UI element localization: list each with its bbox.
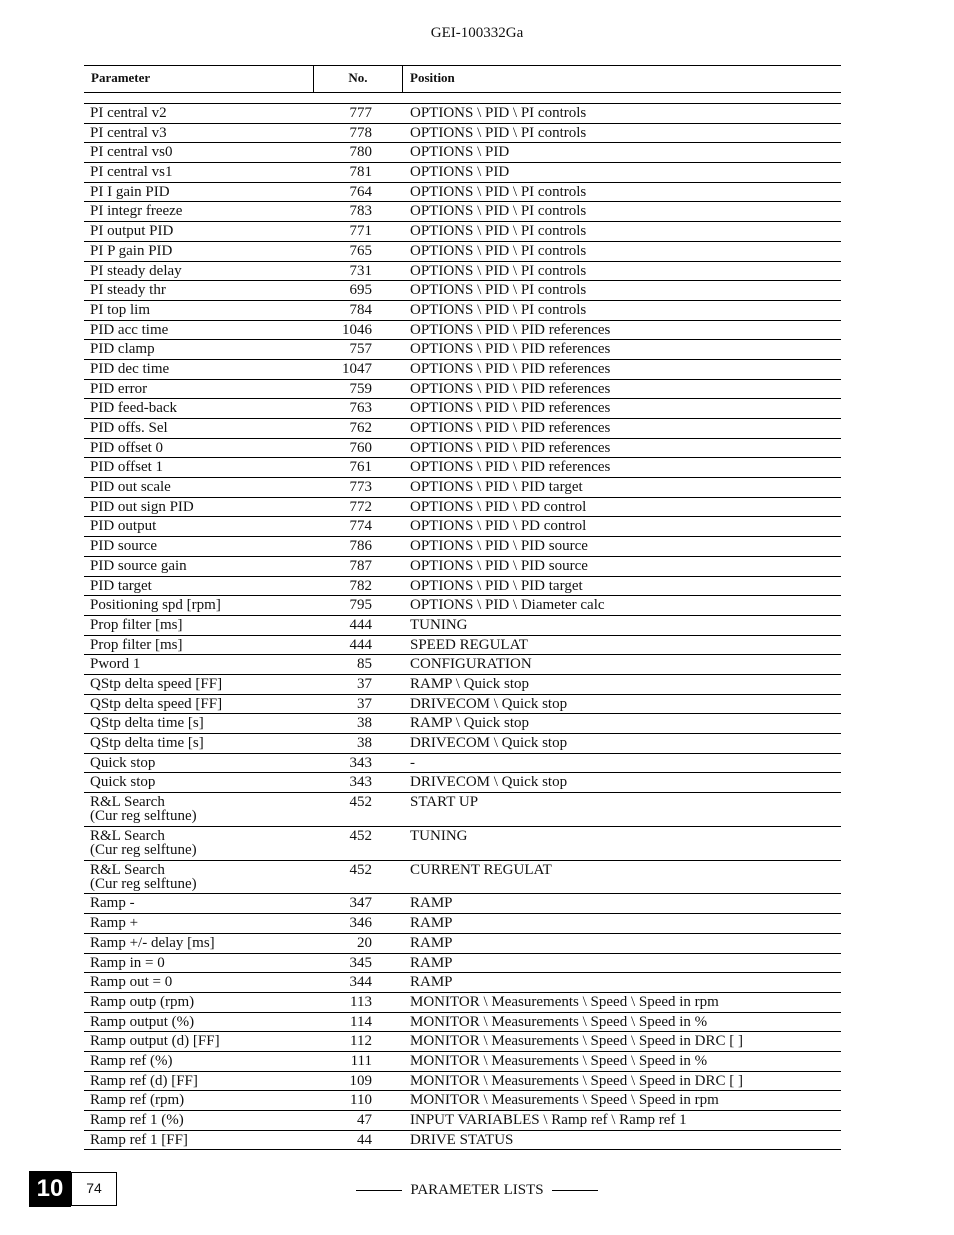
parameter-name: PID source [90,538,158,555]
cell-parameter [84,954,312,973]
cell-position: OPTIONS \ PID \ PI controls [410,203,587,220]
parameter-name: R&L Search [90,794,165,811]
cell-parameter [84,934,312,953]
parameter-name: R&L Search [90,861,165,878]
cell-position: MONITOR \ Measurements \ Speed \ Speed in DRC [ ] [410,1072,744,1089]
cell-number: 114 [350,1013,372,1030]
cell-position: RAMP \ Quick stop [410,715,530,732]
table-row [84,1013,841,1033]
header-number: No. [314,66,403,92]
cell-number: 38 [357,735,372,751]
table-row [84,695,841,715]
parameter-name: PID source gain [90,557,187,574]
cell-parameter [84,537,312,556]
cell-position: OPTIONS \ PID \ PID source [410,538,588,555]
cell-position: OPTIONS \ PID [410,144,510,161]
table-row [84,1111,841,1131]
table-row [84,973,841,993]
table-header [84,65,841,93]
table-row [84,458,841,478]
parameter-name: QStp delta time [s] [90,715,204,732]
cell-number: 759 [349,380,372,397]
cell-number: 452 [349,827,372,844]
parameter-name: PI central v2 [90,105,167,121]
cell-number: 765 [349,242,372,259]
cell-parameter [84,636,312,655]
parameter-name: PI central vs1 [90,164,173,181]
cell-position: DRIVECOM \ Quick stop [410,735,568,751]
cell-parameter [84,675,312,694]
cell-number: 757 [349,341,372,358]
cell-number: 110 [350,1092,372,1109]
parameter-name: PI steady delay [90,262,182,279]
table-row [84,301,841,321]
cell-number: 1047 [342,360,372,377]
cell-position: OPTIONS \ PID \ PID references [410,439,611,456]
table-row [84,262,841,282]
cell-parameter [84,914,312,933]
cell-position: OPTIONS \ PID \ PID references [410,321,611,338]
cell-parameter [84,894,312,913]
cell-parameter [84,340,312,359]
table-row [84,734,841,754]
parameter-name: QStp delta speed [FF] [90,695,223,712]
table-row [84,399,841,419]
cell-number: 343 [349,774,372,791]
cell-position: RAMP [410,895,453,912]
cell-parameter [84,1131,312,1150]
cell-parameter [84,498,312,517]
header-spacer [84,93,841,104]
cell-number: 111 [350,1052,372,1069]
cell-parameter [84,360,312,379]
document-code: GEI-100332Ga [430,25,524,41]
parameter-name: Ramp output (%) [90,1013,195,1030]
cell-parameter [84,321,312,340]
parameter-name: PI P gain PID [90,242,173,259]
table-row [84,380,841,400]
parameter-name: Ramp output (d) [FF] [90,1033,220,1050]
cell-parameter [84,1013,312,1032]
cell-parameter [84,517,312,536]
parameter-name: PID offset 0 [90,439,164,456]
cell-position: MONITOR \ Measurements \ Speed \ Speed in % [410,1052,708,1069]
cell-number: 731 [349,262,372,279]
cell-number: 37 [357,675,372,692]
cell-position: START UP [410,794,479,811]
table-row [84,222,841,242]
parameter-name: PID acc time [90,321,169,338]
cell-parameter [84,124,312,143]
table-row [84,793,841,827]
table-row [84,183,841,203]
cell-parameter [84,734,312,753]
cell-position: DRIVECOM \ Quick stop [410,774,568,791]
cell-position: CONFIGURATION [410,656,532,673]
table-row [84,360,841,380]
parameter-name: PID error [90,380,148,397]
cell-number: 695 [349,282,372,299]
cell-position: MONITOR \ Measurements \ Speed \ Speed in rpm [410,993,719,1010]
cell-parameter [84,399,312,418]
header-parameter: Parameter [84,66,314,92]
table-row [84,281,841,301]
table-row [84,104,841,124]
parameter-name: Prop filter [ms] [90,636,183,653]
table-row [84,202,841,222]
cell-position: OPTIONS \ PID \ PID references [410,360,611,377]
cell-position: SPEED REGULAT [410,636,528,653]
cell-parameter [84,993,312,1012]
cell-number: 109 [349,1072,372,1089]
cell-position: OPTIONS \ PID \ PID references [410,341,611,358]
parameter-name: Ramp ref 1 (%) [90,1112,184,1129]
table-row [84,954,841,974]
cell-position: RAMP \ Quick stop [410,675,530,692]
cell-number: 786 [349,538,372,555]
cell-parameter [84,1052,312,1071]
table-row [84,827,841,861]
cell-parameter [84,1072,312,1091]
cell-number: 452 [349,861,372,878]
cell-position: OPTIONS \ PID \ PID source [410,557,588,574]
table-row [84,557,841,577]
parameter-name: Quick stop [90,754,156,771]
cell-parameter [84,419,312,438]
table-row [84,636,841,656]
cell-parameter [84,301,312,320]
cell-parameter [84,1091,312,1110]
cell-parameter [84,163,312,182]
parameter-name: PID target [90,577,152,594]
cell-parameter [84,183,312,202]
table-row [84,124,841,144]
parameter-name: Ramp out = 0 [90,974,173,991]
cell-parameter [84,262,312,281]
cell-number: 778 [349,124,372,141]
parameter-name: Ramp ref (%) [90,1052,173,1069]
footer-rule-left [356,1190,402,1191]
cell-parameter [84,380,312,399]
cell-position: OPTIONS \ PID [410,164,510,181]
cell-position: OPTIONS \ PID \ PID references [410,420,611,436]
cell-position: OPTIONS \ PID \ PID references [410,380,611,397]
cell-position: CURRENT REGULAT [410,861,552,878]
table-row [84,1052,841,1072]
table-row [84,517,841,537]
parameter-name: PID out sign PID [90,498,194,515]
parameter-name: PI output PID [90,223,174,240]
table-row [84,478,841,498]
cell-number: 760 [349,439,372,456]
parameter-name: Ramp ref (d) [FF] [90,1072,198,1089]
cell-number: 444 [349,636,372,653]
parameter-name: PI central v3 [90,124,167,141]
parameter-name: PID feed-back [90,400,178,417]
table-row [84,773,841,793]
cell-position: TUNING [410,616,468,633]
parameter-name: Positioning spd [rpm] [90,597,221,614]
parameter-name: Ramp +/- delay [ms] [90,934,215,951]
cell-parameter [84,596,312,615]
cell-number: 44 [357,1131,372,1148]
parameter-name: PI steady thr [90,282,166,299]
cell-parameter [84,577,312,596]
cell-number: 782 [349,577,372,594]
cell-position: OPTIONS \ PID \ PI controls [410,124,587,141]
footer-section-title: PARAMETER LISTS [410,1182,544,1198]
cell-parameter [84,695,312,714]
table-row [84,1131,841,1151]
cell-position: OPTIONS \ PID \ Diameter calc [410,597,605,614]
cell-position: DRIVECOM \ Quick stop [410,695,568,712]
cell-parameter [84,655,312,674]
cell-position: OPTIONS \ PID \ PID target [410,479,583,496]
table-row [84,675,841,695]
cell-position: OPTIONS \ PID \ PID references [410,400,611,417]
parameter-name: Quick stop [90,774,156,791]
parameter-name: PI integr freeze [90,203,183,220]
cell-number: 761 [349,459,372,476]
table-row [84,498,841,518]
parameter-name: Ramp - [90,895,135,912]
cell-number: 85 [357,656,372,673]
cell-parameter [84,478,312,497]
cell-position: RAMP [410,954,453,971]
table-row [84,596,841,616]
cell-position: RAMP [410,974,453,991]
parameter-name: PID offset 1 [90,459,164,476]
cell-parameter [84,861,312,894]
table-row [84,143,841,163]
cell-position: INPUT VARIABLES \ Ramp ref \ Ramp ref 1 [410,1112,687,1129]
cell-position: OPTIONS \ PID \ PID target [410,577,583,594]
cell-position: RAMP [410,934,453,951]
cell-number: 346 [349,915,372,932]
table-row [84,934,841,954]
cell-number: 344 [349,974,372,991]
cell-number: 444 [349,616,372,633]
cell-parameter [84,754,312,773]
table-row [84,714,841,734]
cell-number: 452 [349,794,372,811]
parameter-name: Ramp ref (rpm) [90,1092,185,1109]
table-row [84,1091,841,1111]
parameter-name: Prop filter [ms] [90,616,183,633]
cell-parameter [84,773,312,792]
cell-number: 763 [349,400,372,417]
cell-number: 772 [349,498,372,515]
table-row [84,1072,841,1092]
parameter-name: PI central vs0 [90,144,173,161]
parameter-name: Ramp in = 0 [90,954,165,971]
cell-number: 777 [349,105,372,121]
parameter-name: PID clamp [90,341,155,358]
cell-number: 20 [357,934,372,951]
table-row [84,861,841,895]
table-row [84,894,841,914]
parameter-name: QStp delta speed [FF] [90,675,223,692]
cell-number: 113 [350,993,372,1010]
table-row [84,754,841,774]
cell-parameter [84,793,312,826]
cell-parameter [84,281,312,300]
cell-parameter [84,714,312,733]
parameter-name: PI top lim [90,301,151,318]
cell-position: RAMP [410,915,453,932]
cell-number: 762 [349,420,372,436]
cell-number: 783 [349,203,372,220]
cell-parameter [84,557,312,576]
table-row [84,242,841,262]
cell-position: OPTIONS \ PID \ PID references [410,459,611,476]
parameter-name: PI I gain PID [90,183,170,200]
table-row [84,616,841,636]
cell-position: - [410,754,415,771]
footer-rule-right [552,1190,598,1191]
header-position: Position [410,70,455,85]
cell-number: 774 [349,518,372,535]
parameter-name: QStp delta time [s] [90,735,204,751]
cell-number: 771 [349,223,372,240]
cell-position: MONITOR \ Measurements \ Speed \ Speed in DRC [ ] [410,1033,744,1050]
cell-position: MONITOR \ Measurements \ Speed \ Speed in % [410,1013,708,1030]
table-row [84,321,841,341]
cell-number: 780 [349,144,372,161]
cell-position: OPTIONS \ PID \ PD control [410,518,587,535]
parameter-name: PID out scale [90,479,171,496]
parameter-name-line2: (Cur reg selftune) [90,875,197,892]
table-row [84,419,841,439]
parameter-name: Ramp + [90,915,139,932]
cell-parameter [84,242,312,261]
table-body [84,104,841,1150]
cell-parameter [84,1032,312,1051]
cell-position: OPTIONS \ PID \ PI controls [410,183,587,200]
cell-parameter [84,827,312,860]
table-row [84,577,841,597]
cell-number: 773 [349,479,372,496]
page-number: 74 [71,1172,117,1206]
cell-number: 47 [357,1112,372,1129]
cell-number: 764 [349,183,372,200]
chapter-tab: 10 [29,1171,71,1207]
cell-number: 345 [349,954,372,971]
cell-parameter [84,973,312,992]
cell-position: OPTIONS \ PID \ PI controls [410,242,587,259]
cell-parameter [84,104,312,123]
cell-parameter [84,222,312,241]
parameter-table [84,65,841,1150]
cell-position: DRIVE STATUS [410,1131,514,1148]
cell-parameter [84,143,312,162]
cell-parameter [84,202,312,221]
cell-number: 795 [349,597,372,614]
cell-number: 347 [349,895,372,912]
table-row [84,993,841,1013]
cell-position: MONITOR \ Measurements \ Speed \ Speed in rpm [410,1092,719,1109]
table-row [84,163,841,183]
parameter-name: Ramp ref 1 [FF] [90,1131,188,1148]
cell-parameter [84,458,312,477]
cell-position: OPTIONS \ PID \ PI controls [410,262,587,279]
cell-position: OPTIONS \ PID \ PI controls [410,301,587,318]
cell-number: 787 [349,557,372,574]
parameter-name-line2: (Cur reg selftune) [90,841,197,858]
table-row [84,537,841,557]
table-row [84,439,841,459]
cell-position: OPTIONS \ PID \ PI controls [410,282,587,299]
cell-position: OPTIONS \ PID \ PD control [410,498,587,515]
cell-position: OPTIONS \ PID \ PI controls [410,105,587,121]
cell-parameter [84,439,312,458]
parameter-name: R&L Search [90,827,165,844]
parameter-name: PID dec time [90,360,170,377]
table-row [84,340,841,360]
cell-position: OPTIONS \ PID \ PI controls [410,223,587,240]
cell-number: 112 [350,1033,372,1050]
footer-section [0,1182,954,1199]
cell-parameter [84,616,312,635]
parameter-name: PID offs. Sel [90,420,168,436]
cell-parameter [84,1111,312,1130]
cell-number: 343 [349,754,372,771]
cell-number: 781 [349,164,372,181]
parameter-name: Pword 1 [90,656,141,673]
cell-number: 1046 [342,321,372,338]
table-row [84,1032,841,1052]
table-row [84,655,841,675]
parameter-name: PID output [90,518,157,535]
cell-position: TUNING [410,827,468,844]
cell-number: 784 [349,301,372,318]
table-row [84,914,841,934]
cell-number: 37 [357,695,372,712]
cell-number: 38 [357,715,372,732]
parameter-name-line2: (Cur reg selftune) [90,808,197,825]
parameter-name: Ramp outp (rpm) [90,993,195,1010]
